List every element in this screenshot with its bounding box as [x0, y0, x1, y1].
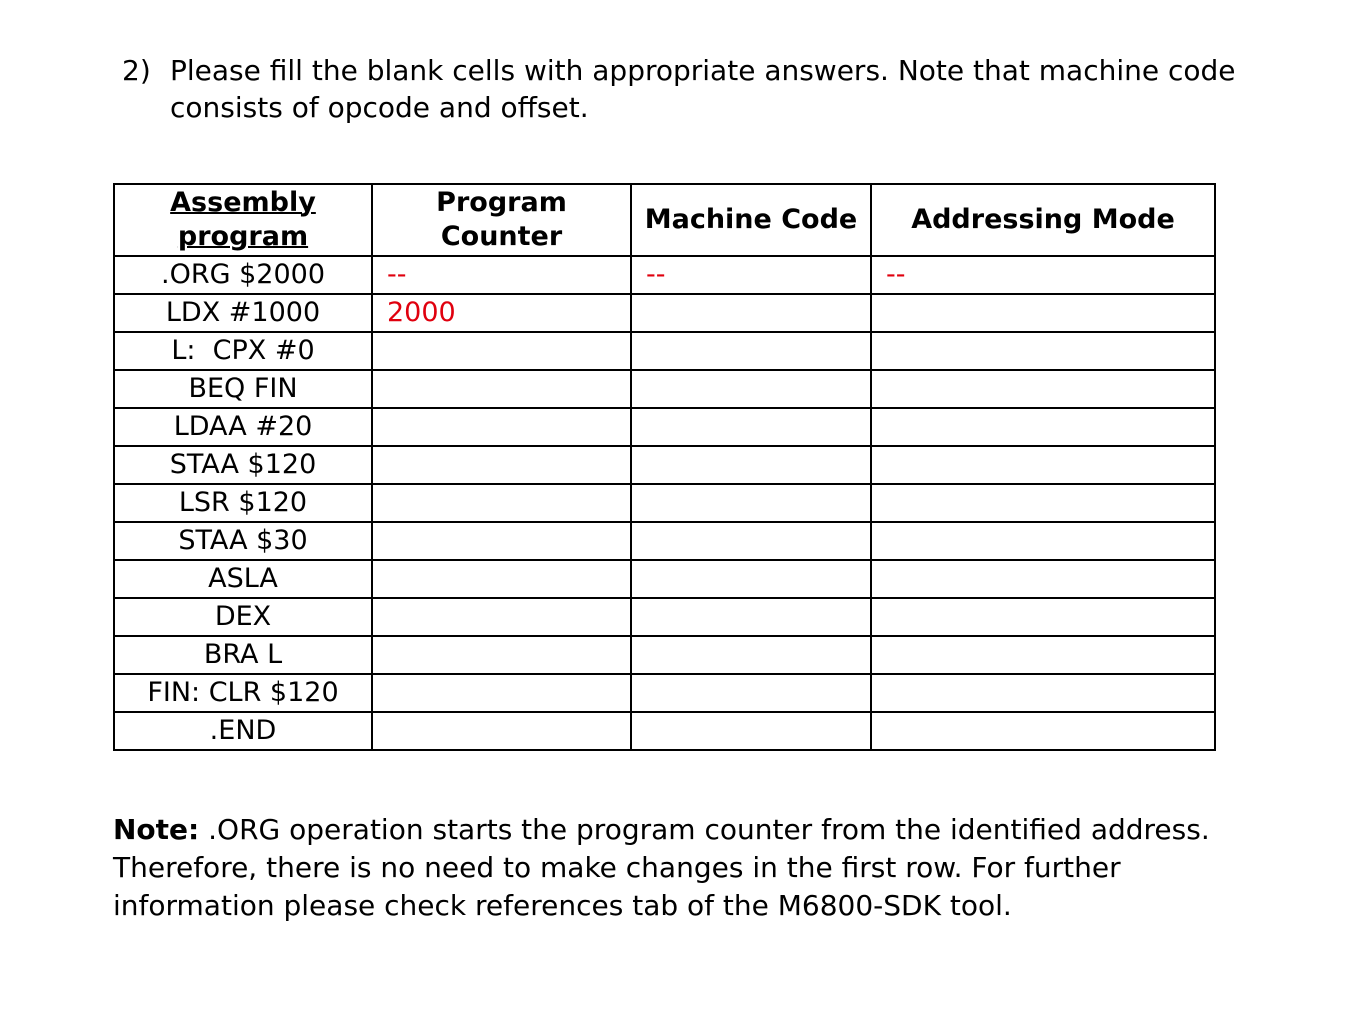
table-row: [114, 522, 1215, 560]
addressing-mode-cell[interactable]: [871, 294, 1215, 332]
table-row: [114, 446, 1215, 484]
machine-code-cell[interactable]: [631, 560, 871, 598]
addressing-mode-cell[interactable]: [871, 674, 1215, 712]
program-counter-cell[interactable]: [372, 560, 631, 598]
table-header-row: [114, 184, 1215, 256]
table-row: [114, 294, 1215, 332]
program-cell: STAA $120: [114, 446, 372, 484]
machine-code-cell[interactable]: [631, 598, 871, 636]
note-label: Note:: [113, 813, 200, 846]
program-cell: STAA $30: [114, 522, 372, 560]
addressing-mode-cell: --: [871, 256, 1215, 294]
machine-code-cell[interactable]: [631, 636, 871, 674]
program-cell: LSR $120: [114, 484, 372, 522]
program-counter-cell[interactable]: [372, 484, 631, 522]
table-row: [114, 560, 1215, 598]
addressing-mode-cell[interactable]: [871, 712, 1215, 750]
addressing-mode-cell[interactable]: [871, 370, 1215, 408]
program-cell: L: CPX #0: [114, 332, 372, 370]
note-paragraph: [113, 811, 1243, 925]
machine-code-cell[interactable]: [631, 408, 871, 446]
machine-code-cell[interactable]: [631, 294, 871, 332]
table-row: [114, 256, 1215, 294]
addressing-mode-cell[interactable]: [871, 560, 1215, 598]
program-counter-cell: 2000: [372, 294, 631, 332]
program-counter-cell[interactable]: [372, 332, 631, 370]
table-row: [114, 370, 1215, 408]
program-counter-cell[interactable]: [372, 674, 631, 712]
table-row: [114, 674, 1215, 712]
program-counter-cell: --: [372, 256, 631, 294]
machine-code-cell: --: [631, 256, 871, 294]
header-addressing-mode: Addressing Mode: [871, 184, 1215, 256]
addressing-mode-cell[interactable]: [871, 408, 1215, 446]
program-counter-cell[interactable]: [372, 408, 631, 446]
program-cell: LDAA #20: [114, 408, 372, 446]
program-cell: ASLA: [114, 560, 372, 598]
program-cell: BEQ FIN: [114, 370, 372, 408]
addressing-mode-cell[interactable]: [871, 636, 1215, 674]
program-counter-cell[interactable]: [372, 636, 631, 674]
program-cell: DEX: [114, 598, 372, 636]
machine-code-cell[interactable]: [631, 484, 871, 522]
program-cell: LDX #1000: [114, 294, 372, 332]
header-program-counter: Program Counter: [372, 184, 631, 256]
question-text: Please fill the blank cells with appropriate answers. Note that machine code consists of opcode and offset.: [170, 54, 1236, 124]
addressing-mode-cell[interactable]: [871, 484, 1215, 522]
program-counter-cell[interactable]: [372, 598, 631, 636]
note-text: .ORG operation starts the program counter from the identified address. Therefore, there is no need to make changes in the first row. For further information please check references tab of the M6800-SDK tool.: [113, 813, 1210, 922]
table-row: [114, 598, 1215, 636]
addressing-mode-cell[interactable]: [871, 446, 1215, 484]
question-number: 2): [122, 54, 151, 87]
header-assembly-program: Assembly program: [114, 184, 372, 256]
program-counter-cell[interactable]: [372, 712, 631, 750]
table-row: [114, 636, 1215, 674]
program-cell: FIN: CLR $120: [114, 674, 372, 712]
table-row: [114, 712, 1215, 750]
machine-code-cell[interactable]: [631, 522, 871, 560]
program-cell: BRA L: [114, 636, 372, 674]
addressing-mode-cell[interactable]: [871, 332, 1215, 370]
machine-code-cell[interactable]: [631, 446, 871, 484]
program-cell: .END: [114, 712, 372, 750]
program-cell: .ORG $2000: [114, 256, 372, 294]
program-counter-cell[interactable]: [372, 522, 631, 560]
addressing-mode-cell[interactable]: [871, 598, 1215, 636]
table-row: [114, 484, 1215, 522]
machine-code-cell[interactable]: [631, 712, 871, 750]
program-counter-cell[interactable]: [372, 446, 631, 484]
assembly-table: [113, 183, 1216, 751]
question: [122, 52, 1242, 126]
machine-code-cell[interactable]: [631, 674, 871, 712]
addressing-mode-cell[interactable]: [871, 522, 1215, 560]
table-row: [114, 332, 1215, 370]
machine-code-cell[interactable]: [631, 332, 871, 370]
program-counter-cell[interactable]: [372, 370, 631, 408]
machine-code-cell[interactable]: [631, 370, 871, 408]
table-row: [114, 408, 1215, 446]
header-machine-code: Machine Code: [631, 184, 871, 256]
